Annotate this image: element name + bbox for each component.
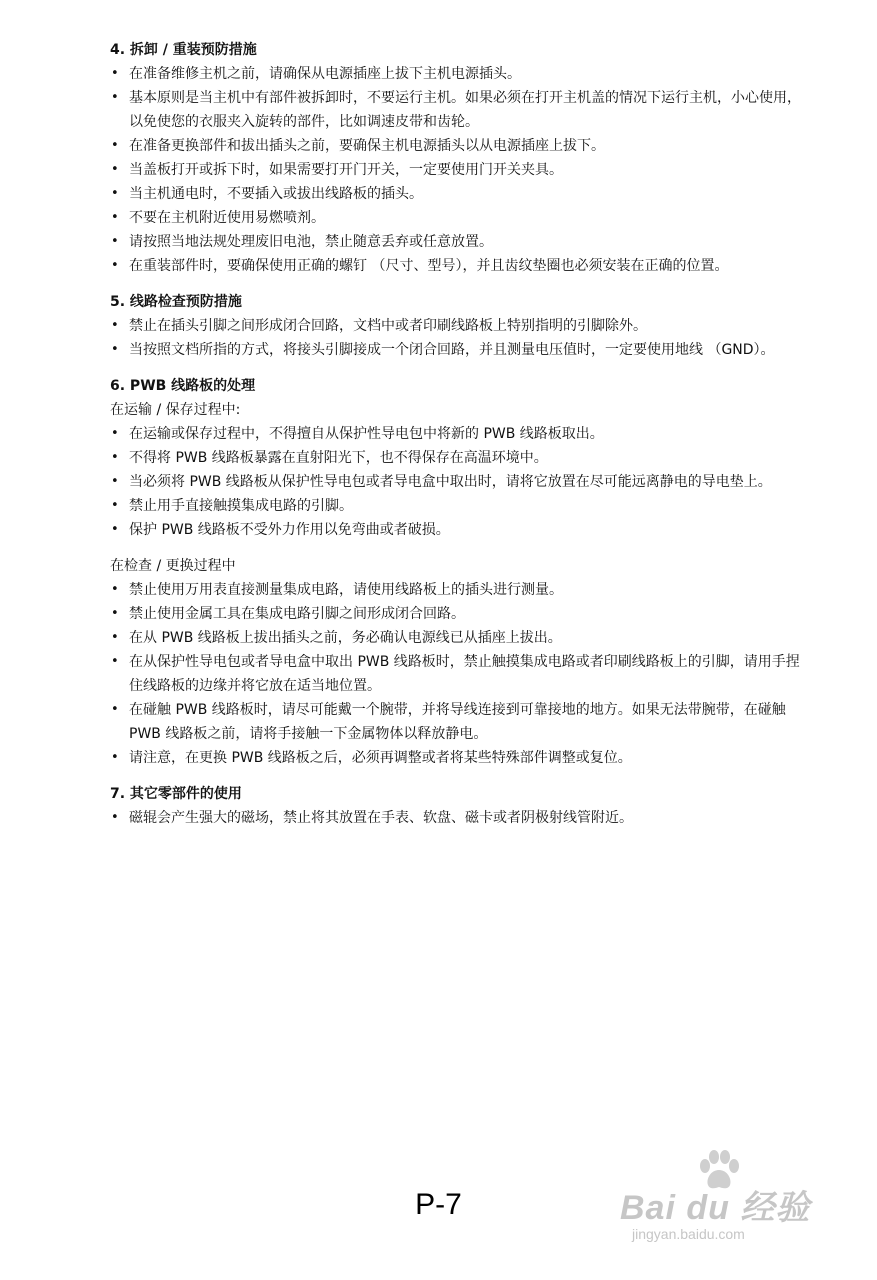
page-number: P-7 (415, 1188, 462, 1221)
bullet-icon: • (111, 450, 119, 465)
list-item (110, 254, 810, 278)
list-item-text: 请按照当地法规处理废旧电池，禁止随意丢弃或任意放置。 (129, 234, 493, 250)
document-body (110, 38, 810, 842)
bullet-icon: • (111, 138, 119, 153)
section (110, 38, 810, 278)
list-item-text: 在碰触 PWB 线路板时，请尽可能戴一个腕带，并将导线连接到可靠接地的地方。如果无法带腕带，在碰触 PWB 线路板之前，请将手接触一下金属物体以释放静电。 (129, 702, 786, 742)
list-item (110, 134, 810, 158)
list-item-text: 禁止在插头引脚之间形成闭合回路，文档中或者印刷线路板上特别指明的引脚除外。 (129, 318, 647, 334)
bullet-icon: • (111, 258, 119, 273)
bullet-icon: • (111, 750, 119, 765)
list-item-text: 当按照文档所指的方式，将接头引脚接成一个闭合回路，并且测量电压值时，一定要使用地线 （GND）。 (129, 342, 775, 358)
list-item (110, 446, 810, 470)
section-heading: 5. 线路检查预防措施 (110, 294, 242, 310)
section-heading: 7. 其它零部件的使用 (110, 786, 242, 802)
bullet-icon: • (111, 522, 119, 537)
list-item-text: 在准备维修主机之前，请确保从电源插座上拔下主机电源插头。 (129, 66, 521, 82)
bullet-icon: • (111, 66, 119, 81)
bullet-icon: • (111, 702, 119, 717)
list-item-text: 磁辊会产生强大的磁场，禁止将其放置在手表、软盘、磁卡或者阴极射线管附近。 (129, 810, 633, 826)
list-item-text: 不得将 PWB 线路板暴露在直射阳光下，也不得保存在高温环境中。 (129, 450, 548, 466)
list-item-text: 在准备更换部件和拔出插头之前，要确保主机电源插头以从电源插座上拔下。 (129, 138, 605, 154)
list-item-text: 当必须将 PWB 线路板从保护性导电包或者导电盒中取出时，请将它放置在尽可能远离静电的导电垫上。 (129, 474, 772, 490)
list-item-text: 基本原则是当主机中有部件被拆卸时，不要运行主机。如果必须在打开主机盖的情况下运行主机，小心使用，以免使您的衣服夹入旋转的部件，比如调速皮带和齿轮。 (129, 90, 801, 130)
list-item (110, 182, 810, 206)
list-item (110, 746, 810, 770)
list-item (110, 230, 810, 254)
subheading: 在检查 / 更换过程中 (110, 558, 236, 574)
bullet-icon: • (111, 162, 119, 177)
list-item (110, 422, 810, 446)
list-item (110, 86, 810, 134)
bullet-icon: • (111, 318, 119, 333)
bullet-icon: • (111, 90, 119, 105)
bullet-icon: • (111, 630, 119, 645)
list-item-text: 在重装部件时，要确保使用正确的螺钉 （尺寸、型号），并且齿纹垫圈也必须安装在正确的位置。 (129, 258, 729, 274)
list-item (110, 578, 810, 602)
section (110, 290, 810, 362)
list-item (110, 338, 810, 362)
list-item (110, 158, 810, 182)
list-item-text: 请注意，在更换 PWB 线路板之后，必须再调整或者将某些特殊部件调整或复位。 (129, 750, 632, 766)
list-item (110, 62, 810, 86)
bullet-icon: • (111, 582, 119, 597)
list-item (110, 518, 810, 542)
bullet-icon: • (111, 606, 119, 621)
bullet-icon: • (111, 342, 119, 357)
bullet-icon: • (111, 426, 119, 441)
watermark-url: jingyan.baidu.com (632, 1226, 745, 1242)
bullet-icon: • (111, 474, 119, 489)
bullet-icon: • (111, 210, 119, 225)
list-item (110, 470, 810, 494)
section-heading: 4. 拆卸 / 重装预防措施 (110, 42, 257, 58)
list-item-text: 当主机通电时，不要插入或拔出线路板的插头。 (129, 186, 423, 202)
bullet-icon: • (111, 234, 119, 249)
bullet-icon: • (111, 654, 119, 669)
list-item-text: 当盖板打开或拆下时，如果需要打开门开关，一定要使用门开关夹具。 (129, 162, 563, 178)
list-item-text: 禁止使用万用表直接测量集成电路，请使用线路板上的插头进行测量。 (129, 582, 563, 598)
list-item-text: 在从保护性导电包或者导电盒中取出 PWB 线路板时，禁止触摸集成电路或者印刷线路板上的引脚，请用手捏住线路板的边缘并将它放在适当地位置。 (129, 654, 800, 694)
list-item-text: 禁止用手直接触摸集成电路的引脚。 (129, 498, 353, 514)
list-item-text: 在从 PWB 线路板上拔出插头之前，务必确认电源线已从插座上拔出。 (129, 630, 562, 646)
list-item (110, 494, 810, 518)
list-item (110, 626, 810, 650)
watermark (618, 1150, 858, 1250)
list-item (110, 650, 810, 698)
list-item-text: 禁止使用金属工具在集成电路引脚之间形成闭合回路。 (129, 606, 465, 622)
list-item-text: 在运输或保存过程中，不得擅自从保护性导电包中将新的 PWB 线路板取出。 (129, 426, 604, 442)
list-item (110, 698, 810, 746)
list-item (110, 314, 810, 338)
bullet-icon: • (111, 810, 119, 825)
list-item (110, 206, 810, 230)
watermark-brand: Bai du 经验 (620, 1189, 811, 1227)
section (110, 374, 810, 770)
bullet-icon: • (111, 186, 119, 201)
list-item (110, 602, 810, 626)
group-spacer (110, 542, 810, 554)
list-item (110, 806, 810, 830)
bullet-icon: • (111, 498, 119, 513)
section (110, 782, 810, 830)
section-heading: 6. PWB 线路板的处理 (110, 378, 256, 394)
subheading: 在运输 / 保存过程中: (110, 402, 241, 418)
list-item-text: 不要在主机附近使用易燃喷剂。 (129, 210, 325, 226)
list-item-text: 保护 PWB 线路板不受外力作用以免弯曲或者破损。 (129, 522, 450, 538)
